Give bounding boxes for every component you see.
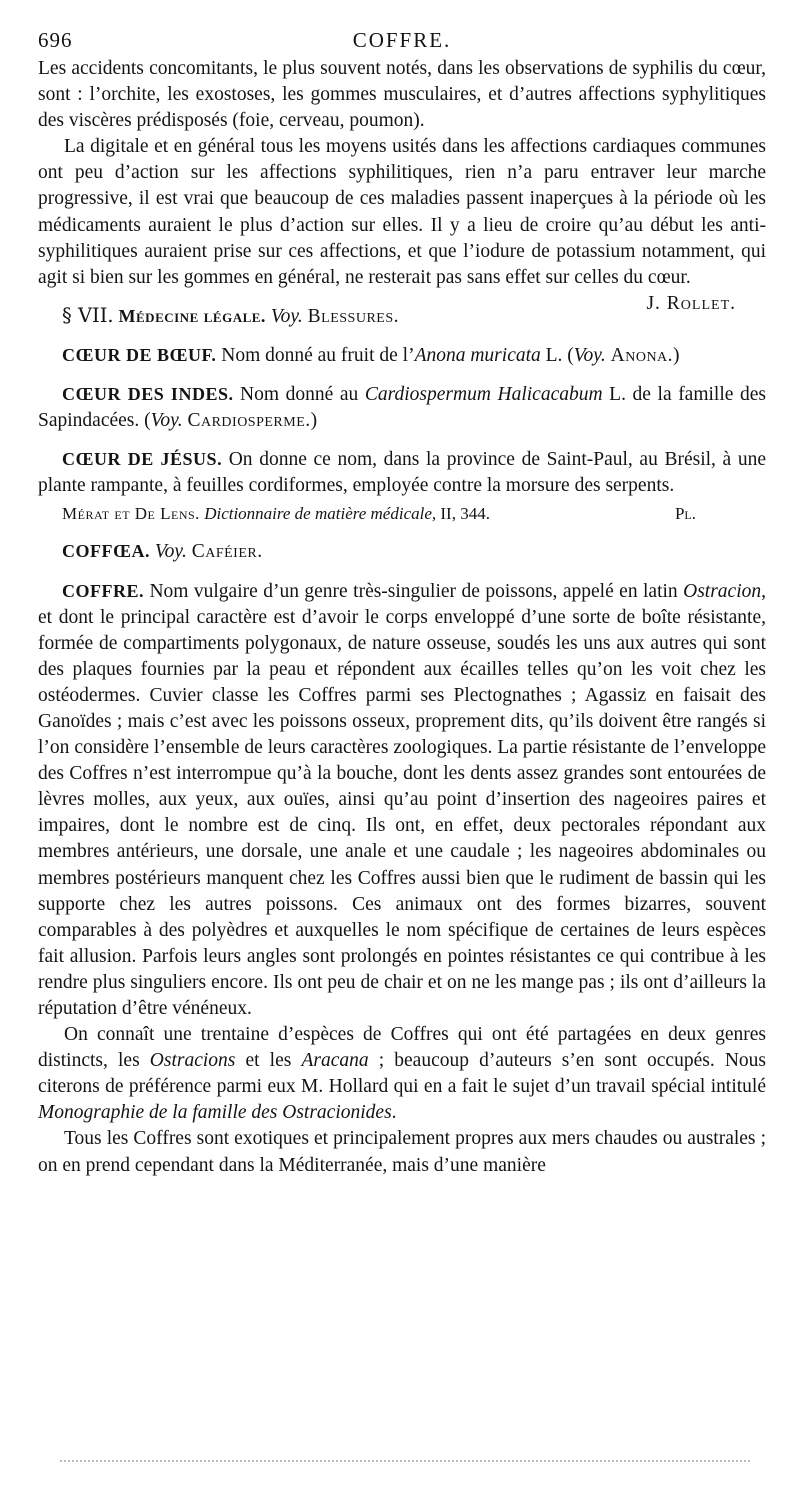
entry-coeur-des-indes (38, 381, 766, 434)
entry-headword: CŒUR DES INDES. (62, 384, 234, 405)
entry-text: ) (673, 344, 680, 366)
paragraph-text: On connaît une trentaine d’espèces de Coffres qui ont été partagées en deux genres distincts, les (38, 1024, 766, 1072)
entry-text: On donne ce nom, dans la province de Saint-Paul, au Brésil, à une plante rampante, à feuilles cordiformes, employée contre la morsure des serpents. (38, 449, 767, 497)
entry-text: L. ( (540, 344, 574, 366)
entry-headword: CŒUR DE JÉSUS. (62, 449, 223, 470)
taxon-name: Cardiospermum Halicacabum (364, 384, 603, 406)
voy-label: Voy. (150, 410, 183, 432)
paragraph-text: . (391, 1102, 397, 1124)
entry-coffre (38, 578, 766, 1023)
taxon-name: Ostracions (149, 1050, 236, 1072)
reference-title: Dictionnaire de matière médicale, (204, 504, 437, 524)
paragraph-digitale (38, 134, 766, 314)
cross-reference: Cardiosperme. (187, 410, 311, 432)
taxon-name: Aracana (301, 1050, 369, 1072)
entry-headword: COFFRE. (62, 580, 144, 601)
paragraph-digitale-text: La digitale et en général tous les moyens usités dans les affections cardiaques communes ont peu d’action sur les affections syphilitiques, rien n’a paru entraver leur marche progressive, il est vrai que beaucoup de ces maladies passent inaperçues à la période où les médicaments auraient le plus d’action sur elles. Il y a lieu de croire qu’au début les anti-syphilitiques auraient prise sur ces affections, et que l’iodure de potassium notamment, qui agit si bien sur les gommes en général, ne resterait pas sans effet sur celles du cœur. (38, 136, 766, 288)
voy-label: Voy. (154, 541, 187, 563)
entry-text: ) (310, 410, 318, 432)
entry-coffoea (38, 538, 766, 565)
reference-authors: Mérat et De Lens. (62, 504, 200, 524)
entry-headword: COFFŒA. (62, 541, 150, 562)
entry-text: , et dont le principal caractère est d’avoir le corps enveloppé d’une sorte de boîte résistante, formée de compartiments polygonaux, de nature osseuse, soudés les uns aux autres qui sont des plaques fournies par la peau et répondent aux écailles telles qu’on les voit chez les ostéodermes. Cuvier classe les Coffres parmi ses Plectognathes ; Agassiz en faisait des Ganoïdes ; mais c’est avec les poissons osseux, proprement dits, qu’ils doivent être rangés si l’on considère l’ensemble de leurs caractères zoologiques. La partie résistante de l’enveloppe des Coffres n’est interrompue qu’à la bouche, dont les dents assez grandes sont entourées de lèvres molles, aux yeux, aux ouïes, ainsi qu’au point d’insertion des nageoires paires et impaires, dont le nombre est de cinq. Ils ont, en effet, deux pectorales répondant aux membres antérieurs, une dorsale, une anale et une caudale ; les nageoires abdominales ou membres postérieurs manquent chez les Coffres aussi bien que le rudiment de bassin qui les supporte chez les autres poissons. Ces animaux ont des formes bizarres, souvent comparables à des polyèdres et auxquelles le nom spécifique de certaines de leurs espèces fait allusion. Parfois leurs angles sont prolongés en pointes résistantes ce qui contribue à les rendre plus singuliers encore. Ils ont peu de chair et on ne les mange pas ; ils ont d’ailleurs la réputation d’être vénéneux. (38, 580, 766, 1019)
entry-text: Nom vulgaire d’un genre très-singulier de poissons, appelé en latin (144, 580, 684, 602)
author-signature: J. Rollet. (646, 292, 736, 314)
entry-coeur-de-boeuf (38, 342, 766, 369)
page-number: 696 (38, 28, 73, 52)
voy-label: Voy. (573, 344, 606, 366)
paragraph-text: et les (235, 1050, 302, 1072)
taxon-name: Ostracion (683, 580, 762, 602)
footer-rule (60, 1460, 750, 1464)
bibliographic-reference (38, 502, 766, 526)
paragraph-accidents: Les accidents concomitants, le plus souvent notés, dans les observations de syphilis du cœur, sont : l’orchite, les exostoses, les gommes musculaires, et d’autres affections syphylitiques des viscères prédisposés (foie, cerveau, poumon). (38, 58, 766, 132)
entry-text: Nom donné au fruit de l’ (216, 344, 415, 366)
cross-reference: Anona. (610, 344, 674, 366)
entry-text: Nom donné au (233, 384, 365, 406)
taxon-name: Anona muricata (414, 344, 541, 366)
reference-signature: Pl. (674, 504, 696, 524)
reference-volume: II, 344. (436, 504, 490, 524)
page (38, 28, 766, 1179)
section-title: Médecine légale. (118, 305, 266, 326)
running-head: COFFRE. (352, 28, 452, 52)
cross-reference: Caféier. (191, 541, 263, 563)
paragraph-text: ; beaucoup d’auteurs s’en sont occupés. Nous citerons de préférence parmi eux M. Hollard qui en a fait le sujet d’un travail spécial intitulé (38, 1050, 766, 1098)
entry-headword: CŒUR DE BŒUF. (62, 344, 217, 365)
entry-text: L. de la famille des Sapindacées. ( (38, 384, 766, 432)
section-marker: § VII. (62, 303, 114, 327)
cross-reference: Blessures. (307, 305, 399, 327)
page-header (38, 28, 766, 56)
voy-label: Voy. (270, 305, 303, 327)
paragraph-especes (38, 1022, 766, 1126)
paragraph-exotiques: Tous les Coffres sont exotiques et principalement propres aux mers chaudes ou australes ; on en prend cependant dans la Méditerranée, mais d’une manière (38, 1128, 766, 1176)
entry-coeur-de-jesus (38, 446, 766, 499)
work-title: Monographie de la famille des Ostracionides (38, 1102, 392, 1124)
